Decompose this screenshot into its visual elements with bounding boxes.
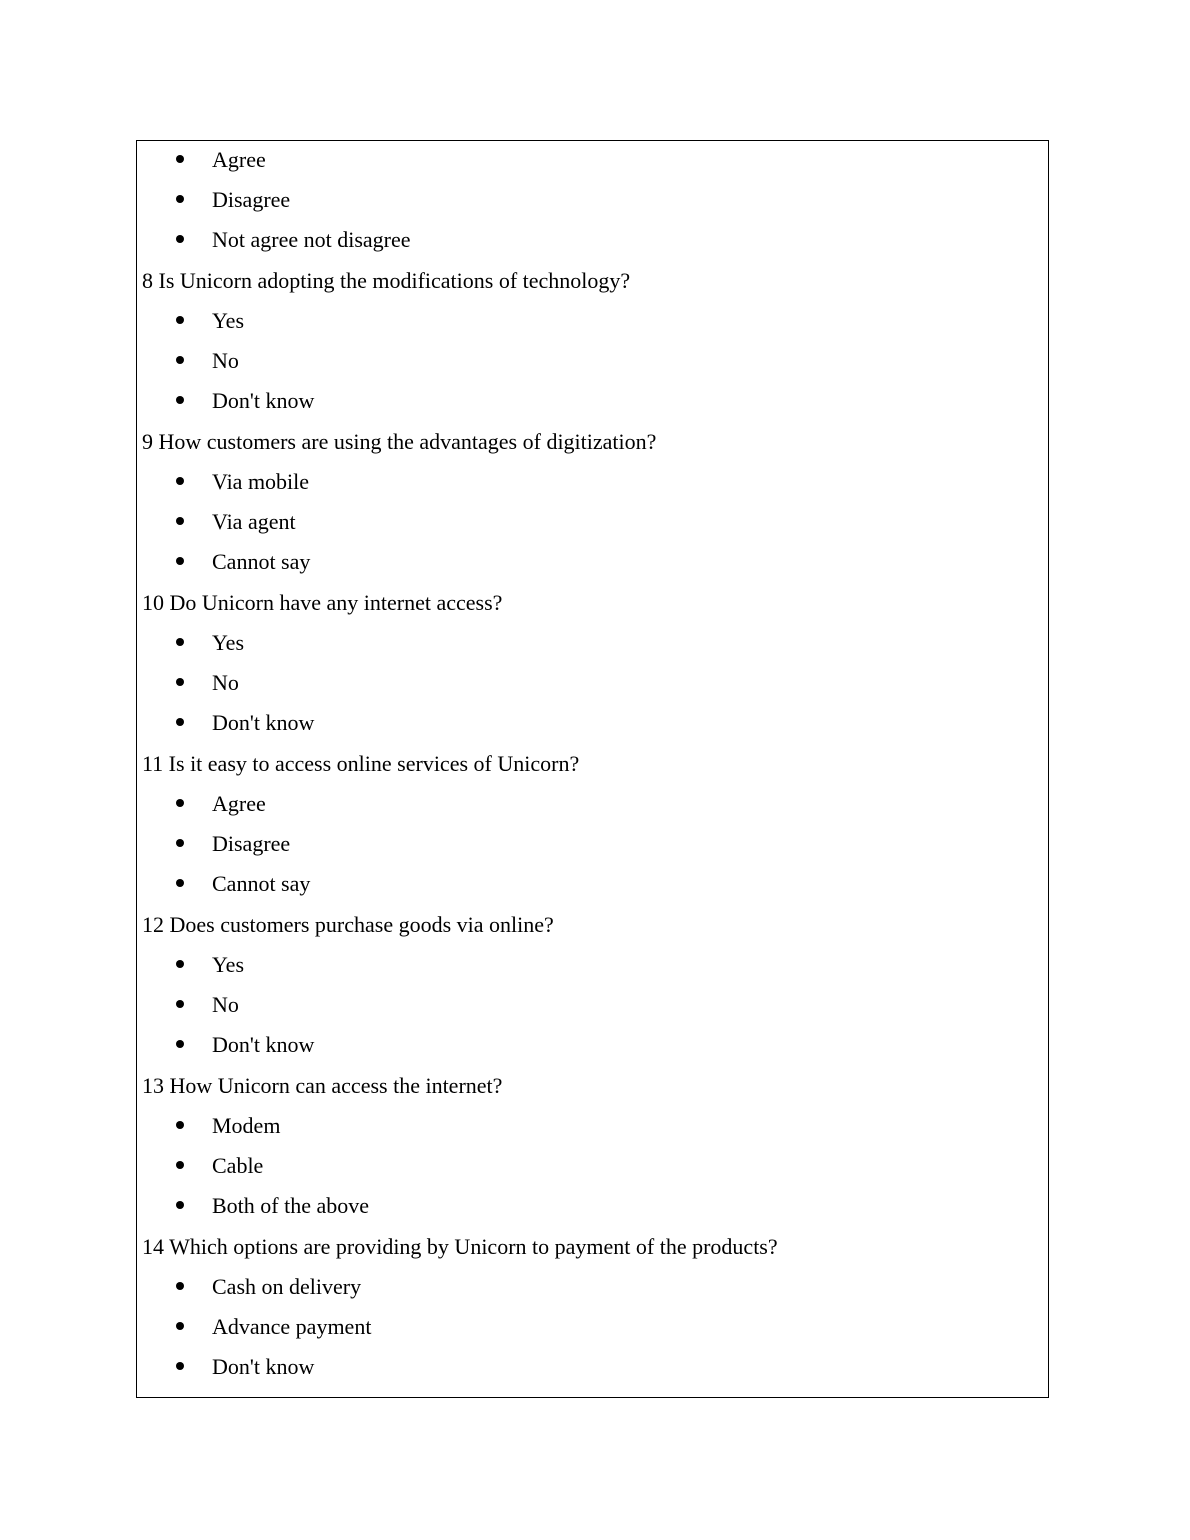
question-14: 14 Which options are providing by Unicorn to payment of the products? xyxy=(142,1234,778,1259)
bullet-icon xyxy=(176,879,184,887)
option-label: No xyxy=(212,348,239,373)
option-label: Advance payment xyxy=(212,1314,372,1339)
option-label: Don't know xyxy=(212,388,315,413)
bullet-icon xyxy=(176,356,184,364)
bullet-icon xyxy=(176,195,184,203)
bullet-icon xyxy=(176,960,184,968)
bullet-icon xyxy=(176,235,184,243)
option-label: No xyxy=(212,992,239,1017)
bullet-icon xyxy=(176,155,184,163)
bullet-icon xyxy=(176,1201,184,1209)
option-label: Cannot say xyxy=(212,871,311,896)
question-11: 11 Is it easy to access online services of Unicorn? xyxy=(142,751,580,776)
option-label: Don't know xyxy=(212,1032,315,1057)
option-label: No xyxy=(212,670,239,695)
bullet-icon xyxy=(176,517,184,525)
option-label: Not agree not disagree xyxy=(212,227,411,252)
bullet-icon xyxy=(176,1121,184,1129)
bullet-icon xyxy=(176,678,184,686)
option-label: Yes xyxy=(212,952,245,977)
bullet-icon xyxy=(176,1282,184,1290)
option-label: Cable xyxy=(212,1153,264,1178)
question-10: 10 Do Unicorn have any internet access? xyxy=(142,590,503,615)
option-label: Don't know xyxy=(212,1354,315,1379)
question-9: 9 How customers are using the advantages of digitization? xyxy=(142,429,657,454)
option-label: Yes xyxy=(212,308,245,333)
option-label: Modem xyxy=(212,1113,281,1138)
question-12: 12 Does customers purchase goods via online? xyxy=(142,912,554,937)
question-13: 13 How Unicorn can access the internet? xyxy=(142,1073,503,1098)
bullet-icon xyxy=(176,1362,184,1370)
question-8: 8 Is Unicorn adopting the modifications of technology? xyxy=(142,268,631,293)
option-label: Disagree xyxy=(212,831,291,856)
option-label: Don't know xyxy=(212,710,315,735)
bullet-icon xyxy=(176,799,184,807)
bullet-icon xyxy=(176,839,184,847)
bullet-icon xyxy=(176,396,184,404)
option-label: Agree xyxy=(212,147,266,172)
bullet-icon xyxy=(176,1000,184,1008)
bullet-icon xyxy=(176,477,184,485)
bullet-icon xyxy=(176,557,184,565)
option-label: Yes xyxy=(212,630,245,655)
bullet-icon xyxy=(176,1040,184,1048)
option-label: Via agent xyxy=(212,509,296,534)
option-label: Disagree xyxy=(212,187,291,212)
option-label: Via mobile xyxy=(212,469,310,494)
bullet-icon xyxy=(176,718,184,726)
option-label: Cannot say xyxy=(212,549,311,574)
bullet-icon xyxy=(176,638,184,646)
bullet-icon xyxy=(176,1161,184,1169)
questionnaire-box xyxy=(136,140,1049,1398)
option-label: Both of the above xyxy=(212,1193,370,1218)
option-label: Cash on delivery xyxy=(212,1274,362,1299)
option-label: Agree xyxy=(212,791,266,816)
bullet-icon xyxy=(176,1322,184,1330)
bullet-icon xyxy=(176,316,184,324)
